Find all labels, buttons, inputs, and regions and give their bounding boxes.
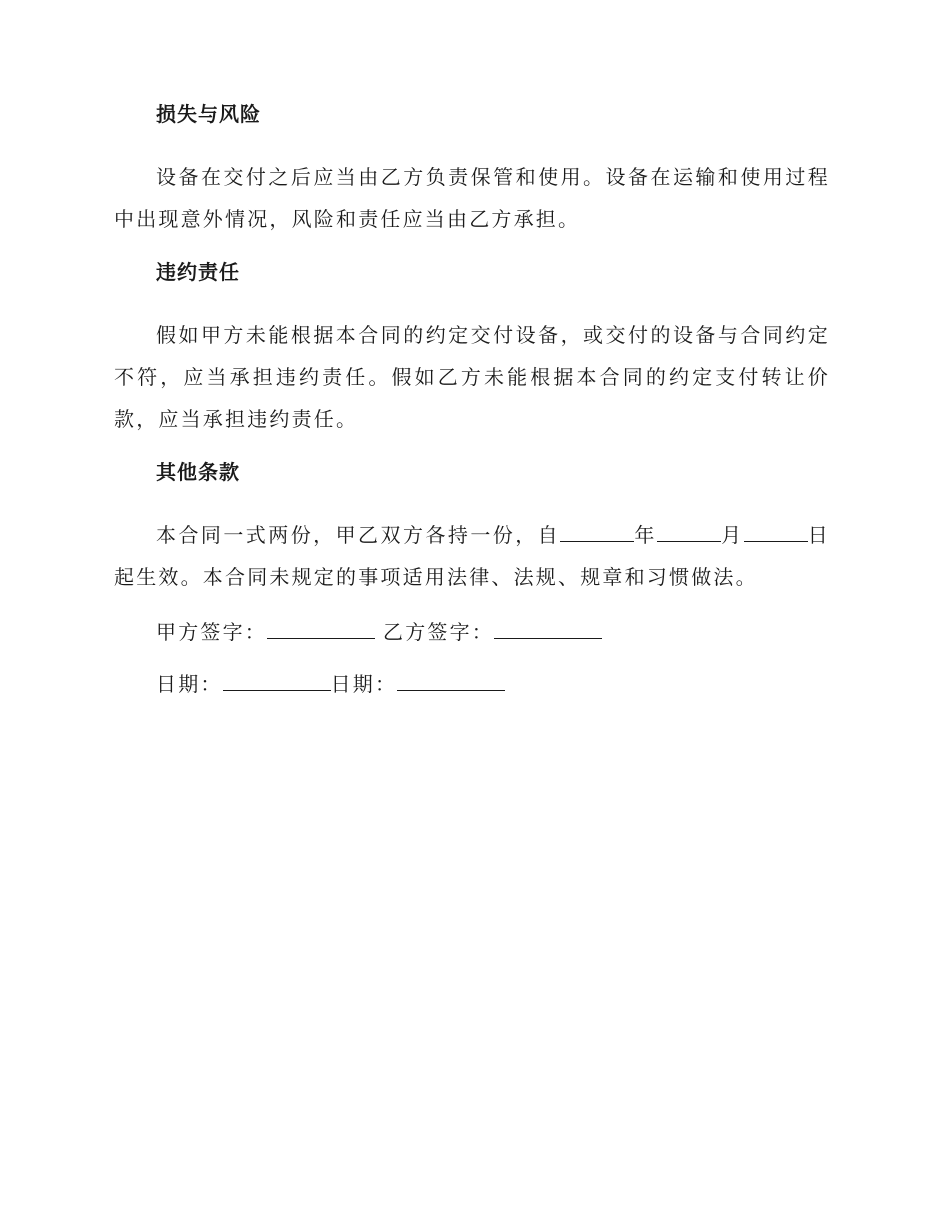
party-a-signature-label: 甲方签字： xyxy=(156,620,267,644)
effective-day-blank[interactable] xyxy=(744,519,808,542)
section-body-loss-risk: 设备在交付之后应当由乙方负责保管和使用。设备在运输和使用过程中出现意外情况，风险和责任应当由乙方承担。 xyxy=(114,165,830,231)
effective-year-blank[interactable] xyxy=(560,519,634,542)
date-b-blank[interactable] xyxy=(397,670,505,691)
section-body-other-terms xyxy=(114,514,830,598)
date-line xyxy=(114,670,830,698)
section-heading-loss-risk: 损失与风险 xyxy=(156,102,261,126)
document-content xyxy=(114,100,830,698)
signature-line xyxy=(114,618,830,646)
party-b-signature-blank[interactable] xyxy=(494,618,602,639)
other-terms-text-part2: 起生效。本合同未规定的事项适用法律、法规、规章和习惯做法。 xyxy=(114,565,758,589)
party-a-signature-blank[interactable] xyxy=(267,618,375,639)
section-body-breach: 假如甲方未能根据本合同的约定交付设备，或交付的设备与合同约定不符，应当承担违约责任。假如乙方未能根据本合同的约定支付转让价款，应当承担违约责任。 xyxy=(114,323,830,431)
date-b-label: 日期： xyxy=(330,672,398,696)
year-label: 年 xyxy=(634,523,657,547)
day-label: 日 xyxy=(807,523,830,547)
date-a-label: 日期： xyxy=(156,672,223,696)
date-a-blank[interactable] xyxy=(223,670,331,691)
effective-month-blank[interactable] xyxy=(657,519,721,542)
section-heading-breach: 违约责任 xyxy=(156,260,240,284)
other-terms-text-part1: 本合同一式两份，甲乙双方各持一份，自 xyxy=(156,523,561,547)
section-heading-other-terms: 其他条款 xyxy=(156,460,240,484)
month-label: 月 xyxy=(720,523,744,547)
party-b-signature-label: 乙方签字： xyxy=(383,620,494,644)
